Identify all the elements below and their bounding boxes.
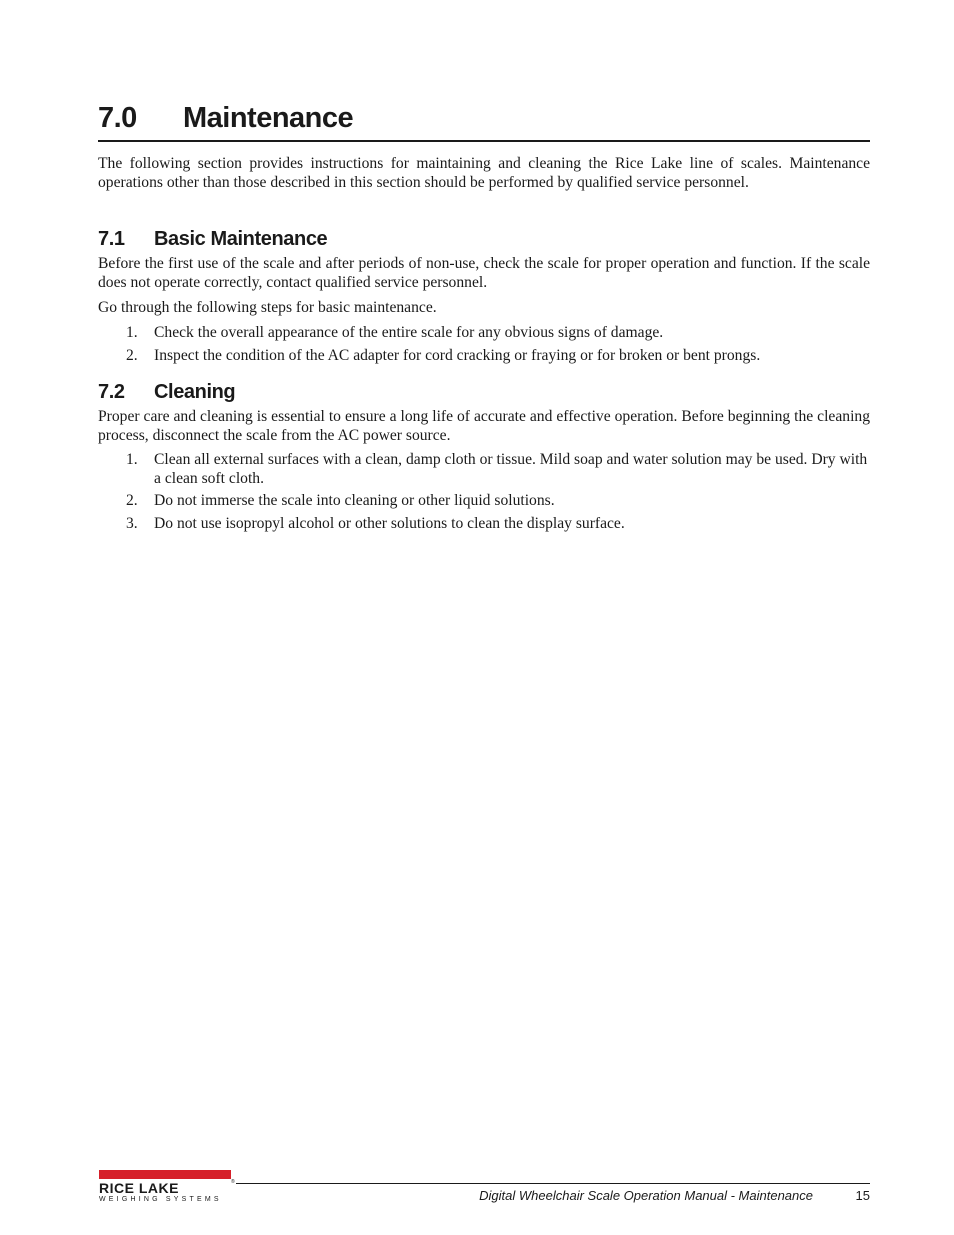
- section-title: Maintenance: [183, 102, 354, 134]
- subsection-number: 7.1: [98, 228, 125, 250]
- logo-red-bar: [99, 1170, 231, 1179]
- list-number: 1.: [126, 324, 138, 341]
- section-intro: The following section provides instructions for maintaining and cleaning the Rice Lake line of scales. Maintenance operations other than those described in this section should be performed by qualified service personnel.: [98, 155, 870, 191]
- list-number: 2.: [126, 347, 138, 364]
- subsection-title: Basic Maintenance: [154, 228, 328, 250]
- subsection-title: Cleaning: [154, 381, 236, 403]
- cleaning-paragraph-1: Proper care and cleaning is essential to ensure a long life of accurate and effective operation. Before beginning the cleaning process, disconnect the scale from the AC power source.: [98, 408, 870, 444]
- section-heading: [98, 100, 870, 142]
- list-number: 3.: [126, 515, 138, 532]
- list-text: Check the overall appearance of the entire scale for any obvious signs of damage.: [154, 324, 664, 341]
- list-text: Do not use isopropyl alcohol or other solutions to clean the display surface.: [154, 515, 625, 532]
- logo-registered-mark: ®: [231, 1179, 235, 1185]
- basic-paragraph-2: Go through the following steps for basic maintenance.: [98, 299, 437, 316]
- list-number: 1.: [126, 451, 138, 468]
- list-text: Inspect the condition of the AC adapter for cord cracking or fraying or for broken or bent prongs.: [154, 347, 761, 364]
- footer-page-number: 15: [855, 1188, 870, 1203]
- subsection-number: 7.2: [98, 381, 125, 403]
- list-text: Do not immerse the scale into cleaning or other liquid solutions.: [154, 492, 555, 509]
- basic-paragraph-1: Before the first use of the scale and after periods of non-use, check the scale for proper operation and function. If the scale does not operate correctly, contact qualified service personnel.: [98, 255, 870, 291]
- footer-doc-title: Digital Wheelchair Scale Operation Manual - Maintenance: [479, 1188, 813, 1203]
- list-number: 2.: [126, 492, 138, 509]
- list-text: Clean all external surfaces with a clean, damp cloth or tissue. Mild soap and water solution may be used. Dry with a clean soft cloth.: [154, 451, 868, 487]
- logo-subtitle-text: WEIGHING SYSTEMS: [99, 1196, 222, 1203]
- section-number: 7.0: [98, 102, 137, 134]
- footer-divider: [236, 1183, 870, 1184]
- rice-lake-logo: [99, 1170, 233, 1204]
- logo-brand-text: RICE LAKE: [99, 1180, 179, 1196]
